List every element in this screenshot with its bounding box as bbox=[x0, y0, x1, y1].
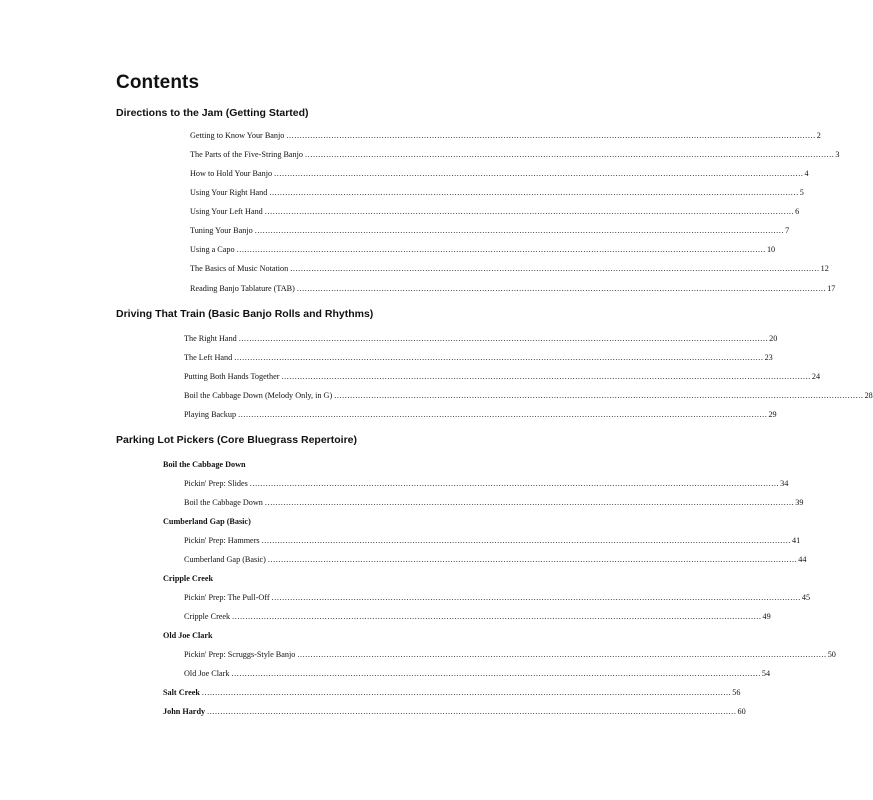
toc-leader-dots: ........................................................................................................................................................................................................ bbox=[249, 479, 780, 488]
toc-entry-page: 41 bbox=[791, 536, 801, 545]
toc-entry[interactable] bbox=[190, 206, 800, 218]
toc-entry-title: Pickin' Prep: The Pull-Off bbox=[184, 593, 270, 602]
toc-entry[interactable] bbox=[190, 225, 790, 237]
toc-entry-title: Using Your Left Hand bbox=[190, 207, 263, 216]
toc-entry-title: Putting Both Hands Together bbox=[184, 372, 280, 381]
toc-entry-page: 4 bbox=[804, 169, 809, 178]
toc-entry-title: Using a Capo bbox=[190, 245, 235, 254]
toc-entry-page: 44 bbox=[798, 555, 807, 564]
toc-entry-title: Getting to Know Your Banjo bbox=[190, 131, 285, 140]
song-group-label[interactable]: Cumberland Gap (Basic) bbox=[163, 517, 251, 526]
toc-leader-dots: ........................................................................................................................................................................................................ bbox=[254, 226, 785, 235]
toc-entry-page: 60 bbox=[737, 707, 746, 716]
toc-entry-page: 5 bbox=[799, 188, 804, 197]
toc-leader-dots: ........................................................................................................................................................................................................ bbox=[305, 150, 835, 159]
page-title: Contents bbox=[116, 72, 200, 93]
toc-entry[interactable] bbox=[184, 352, 773, 364]
toc-entry[interactable] bbox=[190, 130, 821, 142]
toc-entry-page: 7 bbox=[785, 226, 790, 235]
toc-entry-page: 54 bbox=[761, 669, 771, 678]
toc-entry-page: 20 bbox=[769, 334, 778, 343]
toc-entry-page: 49 bbox=[762, 612, 771, 621]
toc-entry[interactable] bbox=[190, 263, 829, 275]
toc-entry-page: 34 bbox=[780, 479, 789, 488]
toc-entry-title: Cumberland Gap (Basic) bbox=[184, 555, 266, 564]
toc-leader-dots: ........................................................................................................................................................................................................ bbox=[267, 555, 798, 564]
toc-entry-title: Pickin' Prep: Slides bbox=[184, 479, 248, 488]
toc-entry-title: Reading Banjo Tablature (TAB) bbox=[190, 284, 295, 293]
toc-entry-page: 29 bbox=[768, 410, 777, 419]
toc-entry-title: Salt Creek bbox=[163, 688, 200, 697]
toc-entry-title: Cripple Creek bbox=[184, 612, 231, 621]
song-group-label[interactable]: Cripple Creek bbox=[163, 574, 214, 583]
toc-entry[interactable] bbox=[184, 371, 821, 383]
toc-entry-title: The Parts of the Five-String Banjo bbox=[190, 150, 304, 159]
toc-leader-dots: ........................................................................................................................................................................................................ bbox=[264, 498, 795, 507]
toc-entry-title: The Right Hand bbox=[184, 334, 237, 343]
toc-entry-song[interactable] bbox=[163, 706, 746, 718]
toc-entry-song[interactable] bbox=[163, 687, 741, 699]
toc-entry[interactable] bbox=[184, 333, 778, 345]
toc-leader-dots: ........................................................................................................................................................................................................ bbox=[238, 410, 768, 419]
toc-leader-dots: ........................................................................................................................................................................................................ bbox=[290, 264, 820, 273]
song-group-label[interactable]: Old Joe Clark bbox=[163, 631, 213, 640]
toc-entry-title: The Basics of Music Notation bbox=[190, 264, 289, 273]
toc-entry[interactable] bbox=[190, 149, 840, 161]
toc-entry[interactable] bbox=[184, 649, 836, 661]
toc-entry[interactable] bbox=[184, 478, 789, 490]
toc-entry-page: 12 bbox=[820, 264, 829, 273]
toc-entry-title: Pickin' Prep: Hammers bbox=[184, 536, 260, 545]
toc-entry-title: Tuning Your Banjo bbox=[190, 226, 253, 235]
toc-leader-dots: ........................................................................................................................................................................................................ bbox=[261, 536, 791, 545]
toc-entry[interactable] bbox=[190, 187, 804, 199]
section-heading-rolls-and-rhythms: Driving That Train (Basic Banjo Rolls and Rhythms) bbox=[116, 308, 374, 320]
toc-leader-dots: ........................................................................................................................................................................................................ bbox=[207, 707, 737, 716]
toc-entry[interactable] bbox=[184, 668, 771, 680]
toc-entry-title: How to Hold Your Banjo bbox=[190, 169, 273, 178]
toc-entry-page: 17 bbox=[827, 284, 836, 293]
toc-entry[interactable] bbox=[184, 409, 777, 421]
toc-entry-page: 2 bbox=[816, 131, 821, 140]
toc-leader-dots: ........................................................................................................................................................................................................ bbox=[274, 169, 804, 178]
toc-leader-dots: ........................................................................................................................................................................................................ bbox=[231, 669, 761, 678]
toc-entry-page: 45 bbox=[801, 593, 811, 602]
toc-leader-dots: ........................................................................................................................................................................................................ bbox=[264, 207, 795, 216]
section-heading-core-repertoire: Parking Lot Pickers (Core Bluegrass Repertoire) bbox=[116, 434, 357, 446]
toc-entry[interactable] bbox=[184, 390, 873, 402]
toc-entry-title: Old Joe Clark bbox=[184, 669, 230, 678]
toc-entry-page: 24 bbox=[811, 372, 821, 381]
toc-entry[interactable] bbox=[184, 592, 811, 604]
toc-entry-page: 50 bbox=[827, 650, 836, 659]
toc-leader-dots: ........................................................................................................................................................................................................ bbox=[334, 391, 864, 400]
toc-entry-page: 28 bbox=[864, 391, 873, 400]
toc-leader-dots: ........................................................................................................................................................................................................ bbox=[238, 334, 769, 343]
toc-entry-title: Playing Backup bbox=[184, 410, 237, 419]
section-heading-getting-started: Directions to the Jam (Getting Started) bbox=[116, 107, 309, 119]
toc-entry-title: Boil the Cabbage Down (Melody Only, in G) bbox=[184, 391, 333, 400]
toc-entry-page: 3 bbox=[835, 150, 840, 159]
toc-entry[interactable] bbox=[184, 497, 804, 509]
toc-entry[interactable] bbox=[190, 283, 836, 295]
toc-leader-dots: ........................................................................................................................................................................................................ bbox=[201, 688, 732, 697]
toc-entry-page: 39 bbox=[795, 498, 804, 507]
toc-leader-dots: ........................................................................................................................................................................................................ bbox=[232, 612, 762, 621]
toc-entry[interactable] bbox=[184, 535, 801, 547]
toc-entry-title: Boil the Cabbage Down bbox=[184, 498, 263, 507]
toc-entry-page: 56 bbox=[732, 688, 741, 697]
toc-leader-dots: ........................................................................................................................................................................................................ bbox=[281, 372, 811, 381]
toc-entry-title: Using Your Right Hand bbox=[190, 188, 268, 197]
toc-entry-page: 23 bbox=[764, 353, 773, 362]
toc-leader-dots: ........................................................................................................................................................................................................ bbox=[286, 131, 816, 140]
toc-leader-dots: ........................................................................................................................................................................................................ bbox=[271, 593, 801, 602]
toc-leader-dots: ........................................................................................................................................................................................................ bbox=[297, 650, 827, 659]
toc-entry-title: The Left Hand bbox=[184, 353, 233, 362]
toc-entry-title: Pickin' Prep: Scruggs-Style Banjo bbox=[184, 650, 296, 659]
toc-entry-page: 10 bbox=[766, 245, 776, 254]
toc-leader-dots: ........................................................................................................................................................................................................ bbox=[296, 284, 827, 293]
toc-entry-page: 6 bbox=[795, 207, 800, 216]
toc-leader-dots: ........................................................................................................................................................................................................ bbox=[269, 188, 799, 197]
toc-entry[interactable] bbox=[184, 554, 807, 566]
toc-entry[interactable] bbox=[190, 244, 776, 256]
toc-leader-dots: ........................................................................................................................................................................................................ bbox=[236, 245, 766, 254]
toc-entry-title: John Hardy bbox=[163, 707, 206, 716]
toc-entry[interactable] bbox=[190, 168, 809, 180]
song-group-label[interactable]: Boil the Cabbage Down bbox=[163, 460, 246, 469]
toc-entry[interactable] bbox=[184, 611, 771, 623]
toc-leader-dots: ........................................................................................................................................................................................................ bbox=[234, 353, 764, 362]
